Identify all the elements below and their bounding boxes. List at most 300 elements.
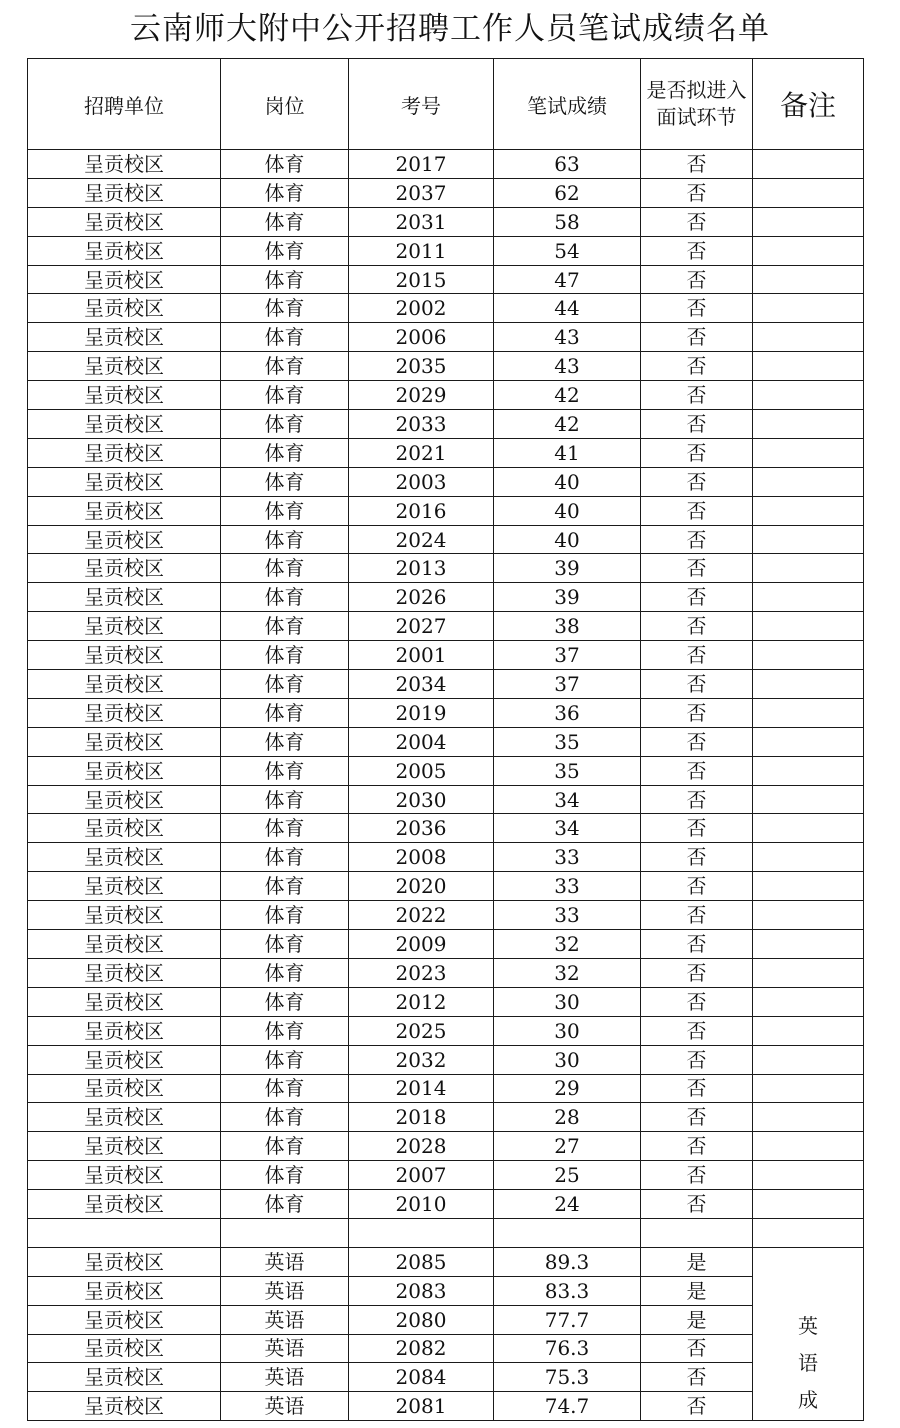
interview-cell: 否	[641, 438, 753, 467]
position-cell: 体育	[221, 1016, 349, 1045]
score-cell: 44	[494, 294, 641, 323]
unit-cell: 呈贡校区	[28, 756, 221, 785]
score-cell: 54	[494, 236, 641, 265]
unit-cell: 呈贡校区	[28, 843, 221, 872]
unit-cell: 呈贡校区	[28, 641, 221, 670]
exam-no-cell: 2035	[349, 352, 494, 381]
exam-no-cell: 2004	[349, 727, 494, 756]
table-row	[28, 612, 864, 641]
header-unit: 招聘单位	[28, 59, 221, 150]
interview-cell: 否	[641, 1045, 753, 1074]
header-exam-no: 考号	[349, 59, 494, 150]
position-cell: 体育	[221, 1074, 349, 1103]
score-cell: 30	[494, 1045, 641, 1074]
score-cell: 33	[494, 901, 641, 930]
exam-no-cell: 2031	[349, 207, 494, 236]
table-row	[28, 958, 864, 987]
exam-no-cell: 2018	[349, 1103, 494, 1132]
remark-cell	[753, 1074, 864, 1103]
unit-cell: 呈贡校区	[28, 525, 221, 554]
position-cell: 英语	[221, 1392, 349, 1421]
unit-cell: 呈贡校区	[28, 150, 221, 179]
table-row	[28, 467, 864, 496]
remark-cell	[753, 901, 864, 930]
interview-cell: 否	[641, 958, 753, 987]
unit-cell: 呈贡校区	[28, 438, 221, 467]
exam-no-cell: 2015	[349, 265, 494, 294]
exam-no-cell: 2032	[349, 1045, 494, 1074]
exam-no-cell: 2009	[349, 930, 494, 959]
remark-cell	[753, 496, 864, 525]
position-cell: 体育	[221, 843, 349, 872]
position-cell: 英语	[221, 1247, 349, 1276]
header-remark: 备注	[753, 59, 864, 150]
table-row	[28, 872, 864, 901]
interview-cell: 否	[641, 930, 753, 959]
position-cell: 体育	[221, 323, 349, 352]
remark-cell	[753, 554, 864, 583]
interview-cell: 否	[641, 381, 753, 410]
position-cell: 体育	[221, 207, 349, 236]
table-row	[28, 1334, 864, 1363]
exam-no-cell: 2026	[349, 583, 494, 612]
interview-cell: 否	[641, 410, 753, 439]
score-cell: 76.3	[494, 1334, 641, 1363]
interview-cell: 否	[641, 496, 753, 525]
position-cell: 体育	[221, 901, 349, 930]
score-cell: 35	[494, 727, 641, 756]
score-cell: 33	[494, 843, 641, 872]
remark-cell	[753, 698, 864, 727]
interview-cell: 是	[641, 1247, 753, 1276]
interview-cell: 否	[641, 843, 753, 872]
score-cell: 32	[494, 930, 641, 959]
position-cell: 体育	[221, 698, 349, 727]
interview-cell: 否	[641, 1074, 753, 1103]
position-cell: 体育	[221, 265, 349, 294]
position-cell: 体育	[221, 987, 349, 1016]
unit-cell: 呈贡校区	[28, 410, 221, 439]
unit-cell: 呈贡校区	[28, 930, 221, 959]
unit-cell: 呈贡校区	[28, 670, 221, 699]
score-cell: 29	[494, 1074, 641, 1103]
table-row	[28, 236, 864, 265]
position-cell: 体育	[221, 467, 349, 496]
remark-cell	[753, 265, 864, 294]
score-cell: 62	[494, 178, 641, 207]
table-row	[28, 525, 864, 554]
table-row	[28, 1392, 864, 1421]
table-row	[28, 1074, 864, 1103]
blank-cell	[641, 1218, 753, 1247]
score-cell: 37	[494, 641, 641, 670]
unit-cell: 呈贡校区	[28, 178, 221, 207]
position-cell: 体育	[221, 1132, 349, 1161]
score-table	[27, 58, 864, 1421]
score-cell: 25	[494, 1161, 641, 1190]
table-row	[28, 381, 864, 410]
remark-cell	[753, 583, 864, 612]
table-row	[28, 1305, 864, 1334]
remark-cell	[753, 785, 864, 814]
remark-cell	[753, 323, 864, 352]
interview-cell: 否	[641, 814, 753, 843]
score-cell: 35	[494, 756, 641, 785]
unit-cell: 呈贡校区	[28, 496, 221, 525]
interview-cell: 否	[641, 1392, 753, 1421]
position-cell: 体育	[221, 410, 349, 439]
score-cell: 30	[494, 1016, 641, 1045]
exam-no-cell: 2020	[349, 872, 494, 901]
score-cell: 38	[494, 612, 641, 641]
score-cell: 58	[494, 207, 641, 236]
table-row	[28, 554, 864, 583]
remark-cell	[753, 1045, 864, 1074]
remark-cell	[753, 670, 864, 699]
unit-cell: 呈贡校区	[28, 814, 221, 843]
unit-cell: 呈贡校区	[28, 1161, 221, 1190]
position-cell: 体育	[221, 872, 349, 901]
exam-no-cell: 2017	[349, 150, 494, 179]
exam-no-cell: 2036	[349, 814, 494, 843]
position-cell: 体育	[221, 381, 349, 410]
position-cell: 体育	[221, 727, 349, 756]
remark-cell	[753, 525, 864, 554]
blank-cell	[349, 1218, 494, 1247]
exam-no-cell: 2033	[349, 410, 494, 439]
interview-cell: 否	[641, 583, 753, 612]
position-cell: 体育	[221, 554, 349, 583]
interview-cell: 否	[641, 1103, 753, 1132]
unit-cell: 呈贡校区	[28, 352, 221, 381]
table-row	[28, 727, 864, 756]
unit-cell: 呈贡校区	[28, 236, 221, 265]
unit-cell: 呈贡校区	[28, 554, 221, 583]
unit-cell: 呈贡校区	[28, 727, 221, 756]
interview-cell: 否	[641, 554, 753, 583]
exam-no-cell: 2010	[349, 1190, 494, 1219]
unit-cell: 呈贡校区	[28, 1190, 221, 1219]
interview-cell: 否	[641, 1161, 753, 1190]
position-cell: 体育	[221, 496, 349, 525]
interview-cell: 否	[641, 1363, 753, 1392]
exam-no-cell: 2034	[349, 670, 494, 699]
interview-cell: 否	[641, 294, 753, 323]
score-cell: 24	[494, 1190, 641, 1219]
remark-cell	[753, 641, 864, 670]
remark-cell	[753, 438, 864, 467]
exam-no-cell: 2085	[349, 1247, 494, 1276]
position-cell: 体育	[221, 438, 349, 467]
interview-cell: 否	[641, 756, 753, 785]
table-row	[28, 178, 864, 207]
table-row	[28, 150, 864, 179]
position-cell: 体育	[221, 814, 349, 843]
unit-cell: 呈贡校区	[28, 1247, 221, 1276]
interview-cell: 否	[641, 467, 753, 496]
position-cell: 体育	[221, 1161, 349, 1190]
blank-cell	[494, 1218, 641, 1247]
position-cell: 体育	[221, 930, 349, 959]
interview-cell: 否	[641, 698, 753, 727]
position-cell: 体育	[221, 612, 349, 641]
table-row	[28, 323, 864, 352]
table-row	[28, 1190, 864, 1219]
interview-cell: 否	[641, 785, 753, 814]
table-row	[28, 1016, 864, 1045]
exam-no-cell: 2016	[349, 496, 494, 525]
unit-cell: 呈贡校区	[28, 207, 221, 236]
interview-cell: 否	[641, 1334, 753, 1363]
interview-cell: 否	[641, 641, 753, 670]
exam-no-cell: 2011	[349, 236, 494, 265]
position-cell: 体育	[221, 1190, 349, 1219]
interview-cell: 否	[641, 178, 753, 207]
position-cell: 体育	[221, 352, 349, 381]
table-row	[28, 438, 864, 467]
unit-cell: 呈贡校区	[28, 381, 221, 410]
exam-no-cell: 2080	[349, 1305, 494, 1334]
page-title: 云南师大附中公开招聘工作人员笔试成绩名单	[130, 11, 770, 47]
remark-cell	[753, 294, 864, 323]
position-cell: 体育	[221, 670, 349, 699]
score-cell: 43	[494, 323, 641, 352]
remark-cell	[753, 1161, 864, 1190]
table-row	[28, 901, 864, 930]
position-cell: 体育	[221, 1045, 349, 1074]
unit-cell: 呈贡校区	[28, 583, 221, 612]
remark-cell	[753, 207, 864, 236]
interview-cell: 否	[641, 150, 753, 179]
position-cell: 体育	[221, 583, 349, 612]
unit-cell: 呈贡校区	[28, 1392, 221, 1421]
score-cell: 36	[494, 698, 641, 727]
position-cell: 体育	[221, 1103, 349, 1132]
position-cell: 体育	[221, 958, 349, 987]
table-row	[28, 1161, 864, 1190]
exam-no-cell: 2081	[349, 1392, 494, 1421]
remark-cell	[753, 727, 864, 756]
remark-cell	[753, 958, 864, 987]
table-row	[28, 670, 864, 699]
score-cell: 41	[494, 438, 641, 467]
unit-cell: 呈贡校区	[28, 467, 221, 496]
unit-cell: 呈贡校区	[28, 958, 221, 987]
remark-cell	[753, 236, 864, 265]
score-cell: 32	[494, 958, 641, 987]
position-cell: 体育	[221, 178, 349, 207]
remark-cell	[753, 930, 864, 959]
table-row	[28, 1045, 864, 1074]
interview-cell: 否	[641, 872, 753, 901]
table-row	[28, 641, 864, 670]
remark-cell	[753, 178, 864, 207]
position-cell: 英语	[221, 1305, 349, 1334]
header-row	[28, 59, 864, 150]
position-cell: 体育	[221, 756, 349, 785]
unit-cell: 呈贡校区	[28, 1132, 221, 1161]
interview-cell: 否	[641, 525, 753, 554]
unit-cell: 呈贡校区	[28, 1363, 221, 1392]
remark-cell	[753, 756, 864, 785]
unit-cell: 呈贡校区	[28, 698, 221, 727]
score-cell: 77.7	[494, 1305, 641, 1334]
exam-no-cell: 2013	[349, 554, 494, 583]
position-cell: 体育	[221, 150, 349, 179]
remark-cell	[753, 987, 864, 1016]
remark-cell	[753, 843, 864, 872]
score-cell: 42	[494, 410, 641, 439]
score-cell: 75.3	[494, 1363, 641, 1392]
exam-no-cell: 2006	[349, 323, 494, 352]
score-cell: 30	[494, 987, 641, 1016]
score-cell: 39	[494, 554, 641, 583]
blank-row	[28, 1218, 864, 1247]
position-cell: 体育	[221, 236, 349, 265]
position-cell: 体育	[221, 294, 349, 323]
unit-cell: 呈贡校区	[28, 785, 221, 814]
table-row	[28, 1103, 864, 1132]
unit-cell: 呈贡校区	[28, 1276, 221, 1305]
interview-cell: 否	[641, 612, 753, 641]
unit-cell: 呈贡校区	[28, 1334, 221, 1363]
exam-no-cell: 2027	[349, 612, 494, 641]
score-cell: 43	[494, 352, 641, 381]
table-row	[28, 352, 864, 381]
table-row	[28, 583, 864, 612]
position-cell: 英语	[221, 1334, 349, 1363]
table-row	[28, 814, 864, 843]
interview-cell: 否	[641, 1190, 753, 1219]
score-cell: 42	[494, 381, 641, 410]
interview-cell: 否	[641, 352, 753, 381]
unit-cell: 呈贡校区	[28, 1305, 221, 1334]
exam-no-cell: 2021	[349, 438, 494, 467]
header-interview: 是否拟进入面试环节	[641, 59, 753, 150]
score-cell: 63	[494, 150, 641, 179]
table-row	[28, 1132, 864, 1161]
interview-cell: 否	[641, 1016, 753, 1045]
unit-cell: 呈贡校区	[28, 323, 221, 352]
score-cell: 89.3	[494, 1247, 641, 1276]
remark-cell	[753, 1103, 864, 1132]
exam-no-cell: 2012	[349, 987, 494, 1016]
exam-no-cell: 2014	[349, 1074, 494, 1103]
score-cell: 47	[494, 265, 641, 294]
exam-no-cell: 2022	[349, 901, 494, 930]
exam-no-cell: 2029	[349, 381, 494, 410]
table-row	[28, 207, 864, 236]
unit-cell: 呈贡校区	[28, 1045, 221, 1074]
position-cell: 体育	[221, 641, 349, 670]
table-row	[28, 1276, 864, 1305]
interview-cell: 否	[641, 901, 753, 930]
unit-cell: 呈贡校区	[28, 612, 221, 641]
table-row	[28, 756, 864, 785]
remark-cell	[753, 612, 864, 641]
exam-no-cell: 2001	[349, 641, 494, 670]
score-cell: 27	[494, 1132, 641, 1161]
table-row	[28, 496, 864, 525]
interview-cell: 否	[641, 207, 753, 236]
remark-cell	[753, 872, 864, 901]
remark-cell	[753, 1132, 864, 1161]
exam-no-cell: 2084	[349, 1363, 494, 1392]
remark-cell	[753, 1190, 864, 1219]
score-cell: 40	[494, 525, 641, 554]
table-row	[28, 1247, 864, 1276]
blank-cell	[221, 1218, 349, 1247]
exam-no-cell: 2023	[349, 958, 494, 987]
exam-no-cell: 2008	[349, 843, 494, 872]
interview-cell: 否	[641, 1132, 753, 1161]
exam-no-cell: 2025	[349, 1016, 494, 1045]
table-row	[28, 1363, 864, 1392]
unit-cell: 呈贡校区	[28, 1016, 221, 1045]
score-cell: 40	[494, 467, 641, 496]
interview-cell: 否	[641, 236, 753, 265]
header-position: 岗位	[221, 59, 349, 150]
score-cell: 83.3	[494, 1276, 641, 1305]
score-cell: 34	[494, 814, 641, 843]
unit-cell: 呈贡校区	[28, 1074, 221, 1103]
remark-cell	[753, 381, 864, 410]
table-row	[28, 930, 864, 959]
unit-cell: 呈贡校区	[28, 294, 221, 323]
exam-no-cell: 2003	[349, 467, 494, 496]
unit-cell: 呈贡校区	[28, 872, 221, 901]
exam-no-cell: 2024	[349, 525, 494, 554]
exam-no-cell: 2002	[349, 294, 494, 323]
table-row	[28, 987, 864, 1016]
unit-cell: 呈贡校区	[28, 1103, 221, 1132]
exam-no-cell: 2028	[349, 1132, 494, 1161]
interview-cell: 否	[641, 323, 753, 352]
blank-cell	[753, 1218, 864, 1247]
remark-cell	[753, 352, 864, 381]
table-row	[28, 265, 864, 294]
position-cell: 英语	[221, 1363, 349, 1392]
exam-no-cell: 2019	[349, 698, 494, 727]
score-cell: 39	[494, 583, 641, 612]
exam-no-cell: 2005	[349, 756, 494, 785]
english-remark-text: 英语成	[798, 1313, 818, 1412]
score-cell: 40	[494, 496, 641, 525]
header-score: 笔试成绩	[494, 59, 641, 150]
score-cell: 28	[494, 1103, 641, 1132]
interview-cell: 否	[641, 727, 753, 756]
remark-cell	[753, 467, 864, 496]
table-row	[28, 843, 864, 872]
interview-cell: 是	[641, 1305, 753, 1334]
position-cell: 体育	[221, 525, 349, 554]
table-row	[28, 785, 864, 814]
position-cell: 英语	[221, 1276, 349, 1305]
remark-cell	[753, 814, 864, 843]
interview-cell: 是	[641, 1276, 753, 1305]
position-cell: 体育	[221, 785, 349, 814]
exam-no-cell: 2030	[349, 785, 494, 814]
interview-cell: 否	[641, 987, 753, 1016]
english-remark-cell	[753, 1247, 864, 1420]
remark-cell	[753, 410, 864, 439]
unit-cell: 呈贡校区	[28, 901, 221, 930]
table-row	[28, 294, 864, 323]
score-cell: 74.7	[494, 1392, 641, 1421]
remark-cell	[753, 1016, 864, 1045]
exam-no-cell: 2037	[349, 178, 494, 207]
table-row	[28, 698, 864, 727]
